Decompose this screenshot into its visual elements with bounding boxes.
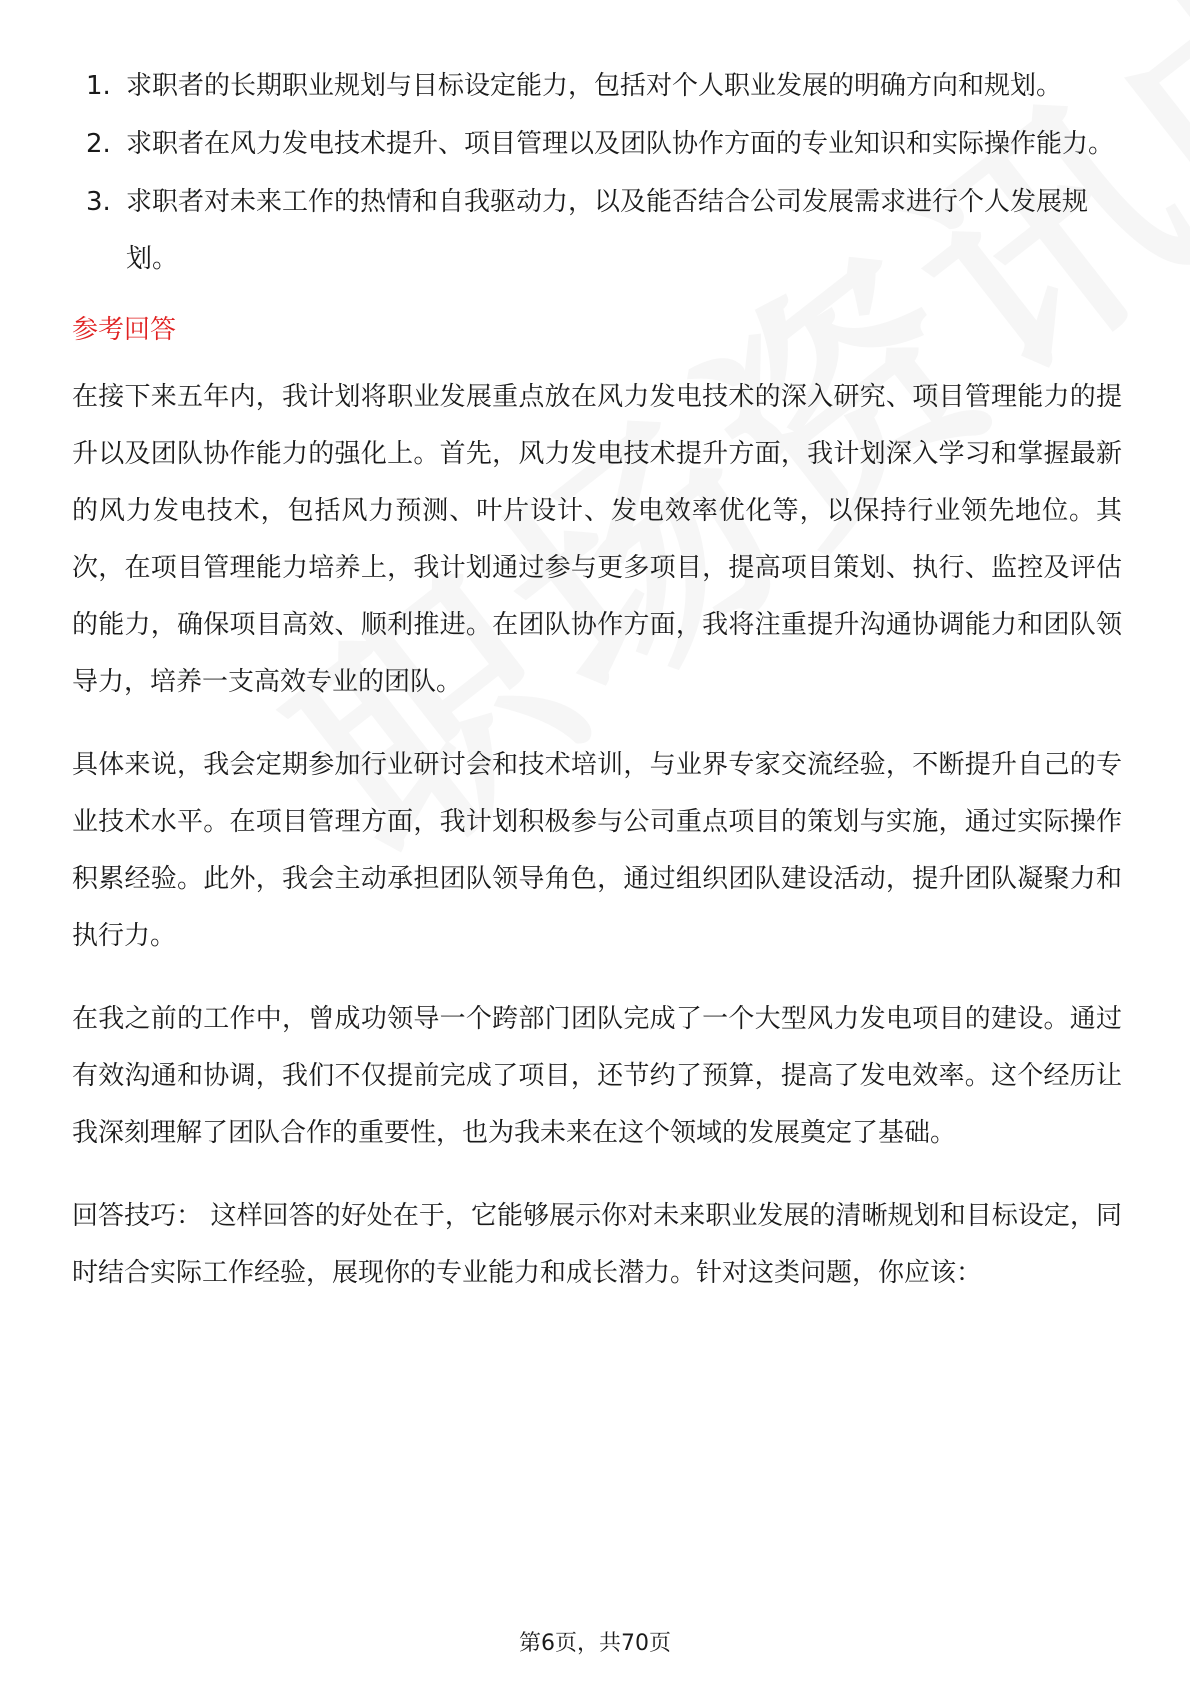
list-item-text: 求职者的长期职业规划与目标设定能力，包括对个人职业发展的明确方向和规划。	[126, 71, 1063, 101]
list-item-number: 3.	[86, 187, 111, 217]
page-content	[72, 58, 1122, 1302]
section-title-reference-answer: 参考回答	[72, 315, 177, 345]
list-item	[72, 174, 1122, 288]
answer-paragraph: 在接下来五年内，我计划将职业发展重点放在风力发电技术的深入研究、项目管理能力的提升以及团队协作能力的强化上。首先，风力发电技术提升方面，我计划深入学习和掌握最新的风力发电技术，包括风力预测、叶片设计、发电效率优化等，以保持行业领先地位。其次，在项目管理能力培养上，我计划通过参与更多项目，提高项目策划、执行、监控及评估的能力，确保项目高效、顺利推进。在团队协作方面，我将注重提升沟通协调能力和团队领导力，培养一支高效专业的团队。	[72, 382, 1122, 697]
list-item-text: 求职者对未来工作的热情和自我驱动力，以及能否结合公司发展需求进行个人发展规划。	[126, 187, 1089, 274]
list-item	[72, 58, 1122, 115]
list-item-number: 2.	[86, 129, 111, 159]
page-number-footer: 第6页，共70页	[519, 1631, 671, 1656]
list-item-number: 1.	[86, 71, 111, 101]
list-item-text: 求职者在风力发电技术提升、项目管理以及团队协作方面的专业知识和实际操作能力。	[126, 129, 1115, 159]
answer-paragraph: 具体来说，我会定期参加行业研讨会和技术培训，与业界专家交流经验，不断提升自己的专业技术水平。在项目管理方面，我计划积极参与公司重点项目的策划与实施，通过实际操作积累经验。此外，我会主动承担团队领导角色，通过组织团队建设活动，提升团队凝聚力和执行力。	[72, 750, 1122, 951]
answer-paragraph: 在我之前的工作中，曾成功领导一个跨部门团队完成了一个大型风力发电项目的建设。通过有效沟通和协调，我们不仅提前完成了项目，还节约了预算，提高了发电效率。这个经历让我深刻理解了团队合作的重要性，也为我未来在这个领域的发展奠定了基础。	[72, 1004, 1122, 1148]
list-item	[72, 116, 1122, 173]
answer-tips-paragraph: 回答技巧： 这样回答的好处在于，它能够展示你对未来职业发展的清晰规划和目标设定，同时结合实际工作经验，展现你的专业能力和成长潜力。针对这类问题，你应该：	[72, 1201, 1122, 1288]
assessment-points-list	[72, 58, 1122, 288]
